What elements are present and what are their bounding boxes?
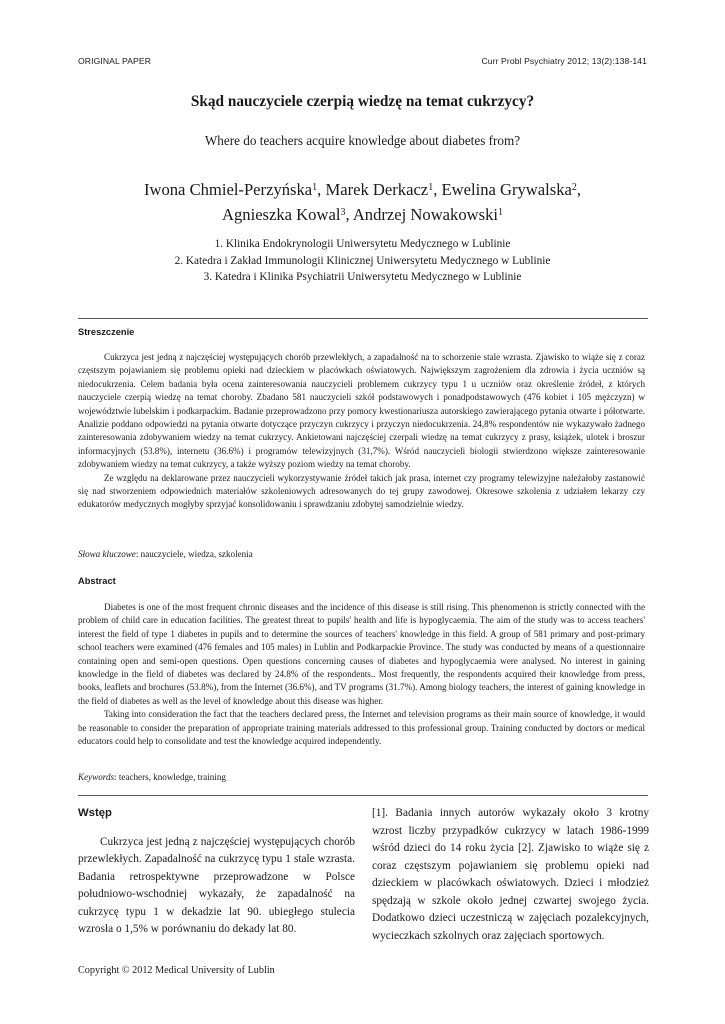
keywords-label: Słowa kluczowe bbox=[78, 549, 136, 559]
streszczenie-paragraph: Ze względu na deklarowane przez nauczycieli wykorzystywanie źródeł takich jak prasa, internet czy programy telewizyjne należałoby zastanowić się nad stworzeniem odpowiednich materiałów szkoleniowych adresowanych do tej grupy zawodowej. Okresowe szkolenia z udziałem lekarzy czy edukatorów medycznych mogłyby sprzyjać konsolidowaniu i sprawdzaniu zdobytej samodzielnie wiedzy. bbox=[78, 472, 645, 510]
author-name: Andrzej Nowakowski bbox=[352, 205, 498, 224]
author-affiliation-mark: 3 bbox=[340, 207, 346, 218]
title-english: Where do teachers acquire knowledge about diabetes from? bbox=[204, 133, 521, 148]
keywords-label: Keywords bbox=[78, 772, 115, 782]
author-affiliation-mark: 1 bbox=[498, 207, 503, 218]
author-line-2 bbox=[0, 201, 725, 226]
author-list bbox=[0, 176, 725, 226]
divider-bottom bbox=[78, 795, 648, 796]
author-separator: , bbox=[433, 180, 442, 199]
author-separator: , bbox=[345, 205, 353, 224]
intro-paragraph-right: [1]. Badania innych autorów wykazały około 3 krotny wzrost liczby przypadków cukrzycy w latach 1986-1999 wśród dzieci do 14 roku życia [2]. Zjawisko to wiąże się z coraz częstszym pojawianiem się problemu opieki nad dzieckiem w placówkach oświatowych. Dzieci i młodzież spędzają w szkole około jednej czwartej swojego życia. Dodatkowo dzieci uczestniczą w zajęciach pozalekcyjnych, wycieczkach szkolnych oraz zajęciach sportowych. bbox=[372, 807, 649, 942]
keywords-value: : teachers, knowledge, training bbox=[114, 772, 226, 782]
author-affiliation-mark: 1 bbox=[312, 182, 318, 193]
author-affiliation-mark: 1 bbox=[428, 182, 434, 193]
author-name: Iwona Chmiel-Perzyńska bbox=[143, 180, 313, 199]
section-heading-intro: Wstęp bbox=[78, 807, 112, 819]
streszczenie-heading: Streszczenie bbox=[78, 327, 135, 337]
column-left bbox=[78, 805, 355, 939]
author-name: Marek Derkacz bbox=[325, 180, 429, 199]
abstract-heading: Abstract bbox=[78, 576, 116, 586]
abstract-body bbox=[78, 601, 645, 748]
keywords-value: : nauczyciele, wiedza, szkolenia bbox=[135, 549, 253, 559]
column-right bbox=[372, 805, 649, 945]
streszczenie-body bbox=[78, 351, 645, 512]
affiliation-item: 1. Klinika Endokrynologii Uniwersytetu Medycznego w Lublinie bbox=[214, 238, 511, 250]
abstract-paragraph: Diabetes is one of the most frequent chronic diseases and the incidence of this disease is still rising. This phenomenon is strictly connected with the problem of child care in education facilities. The greatest threat to pupils' health and life is hypoglycaemia. The aim of the study was to access teachers' interest the field of type 1 diabetes in pupils and to determine the sources of teachers' knowledge in this field. A group of 581 primary and post-primary school teachers were examined (476 females and 105 males) in Lublin and Podkarpackie Province. The study was conducted by means of a questionnaire containing open and semi-open questions. Open questions concerning causes of diabetes and hypoglycaemia were analysed. No interest in gaining knowledge in the field of diabetes was declared by 24.8% of the respondents.. Most frequently, the respondents acquired their knowledge from press, books, leaflets and brochures (53.8%), from the Internet (36.6%), and TV programs (31.7%). Among biology teachers, the interest of gaining knowledge in the field of diabetes as well as the level of knowledge about this disease was higher. bbox=[78, 602, 645, 706]
divider-top bbox=[78, 318, 648, 319]
author-name: Agnieszka Kowal bbox=[222, 205, 341, 224]
affiliation-item: 3. Katedra i Klinika Psychiatrii Uniwersytetu Medycznego w Lublinie bbox=[203, 271, 522, 283]
author-name: Ewelina Grywalska bbox=[441, 180, 572, 199]
affiliation-item: 2. Katedra i Zakład Immunologii Klinicznej Uniwersytetu Medycznego w Lublinie bbox=[174, 254, 551, 267]
abstract-keywords bbox=[78, 772, 645, 782]
streszczenie-keywords bbox=[78, 549, 645, 559]
author-separator: , bbox=[576, 180, 582, 199]
affiliation-list bbox=[0, 236, 725, 286]
intro-paragraph-left: Cukrzyca jest jedną z najczęściej występujących chorób przewlekłych. Zapadalność na cukrzycę typu 1 stale wzrasta. Badania retrospektywne przeprowadzone w Polsce południowo-wschodniej wykazały, że zapadalność na cukrzycę typu 1 w dekadzie lat 90. ubiegłego stulecia wzrosła o 1,5% w porównaniu do dekady lat 80. bbox=[78, 835, 355, 935]
streszczenie-paragraph: Cukrzyca jest jedną z najczęściej występujących chorób przewlekłych, a zapadalność na to schorzenie stale wzrasta. Zjawisko to wiąże się z coraz częstszym pojawianiem się problemu opieki nad dzieckiem w placówkach oświatowych. Największym zagrożeniem dla zdrowia i życia uczniów są niedocukrzenia. Celem badania była ocena zainteresowania nauczycieli problemem cukrzycy typu 1 u uczniów oraz określenie źródeł, z których nauczyciele czerpią wiedzę na temat choroby. Zbadano 581 nauczycieli szkół podstawowych i ponadpodstawowych (476 kobiet i 105 mężczyzn) w województwie lubelskim i podkarpackim. Badanie przeprowadzono przy pomocy kwestionariusza autorskiego zawierającego pytania otwarte i półotwarte. Analizie poddano odpowiedzi na pytania otwarte dotyczące przyczyn cukrzycy i przyczyn niedocukrzenia. 24,8% respondentów nie wykazywało żadnego zainteresowania zdobywaniem wiedzy na temat cukrzycy. Ankietowani najczęściej czerpali wiedzę na temat cukrzycy z prasy, książek, ulotek i broszur informacyjnych (53.8%), internetu (36.6%) i programów telewizyjnych (31,7%). Wśród nauczycieli biologii stwierdzono większe zainteresowanie zdobywaniem wiedzy na temat cukrzycy, a także wyższy poziom wiedzy na temat choroby. bbox=[78, 352, 645, 470]
author-line-1 bbox=[0, 176, 725, 201]
author-affiliation-mark: 2 bbox=[571, 182, 577, 193]
author-separator: , bbox=[317, 180, 326, 199]
journal-citation: Curr Probl Psychiatry 2012; 13(2):138-141 bbox=[481, 56, 647, 66]
article-type-label: ORIGINAL PAPER bbox=[78, 56, 152, 66]
abstract-paragraph: Taking into consideration the fact that the teachers declared press, the Internet and television programs as their main source of knowledge, it would be reasonable to consider the preparation of appropriate training materials addressed to this professional group. Training conducted by doctors or medical educators could help to consolidate and test the knowledge acquired independently. bbox=[78, 709, 645, 747]
title-polish: Skąd nauczyciele czerpią wiedzę na temat cukrzycy? bbox=[190, 93, 535, 110]
copyright-footer: Copyright © 2012 Medical University of Lublin bbox=[78, 965, 275, 976]
